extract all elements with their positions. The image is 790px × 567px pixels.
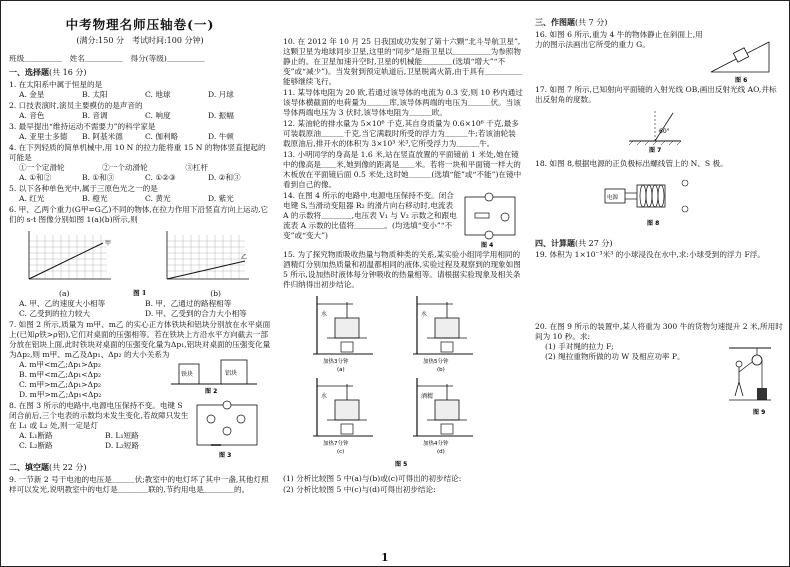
options: [9, 111, 271, 121]
options: [9, 194, 271, 204]
question-17: [535, 85, 783, 158]
subfigure-label: (a): [337, 367, 345, 374]
figure-caption: 图 1: [133, 288, 147, 297]
option: A. 音色: [19, 110, 45, 120]
pulley-figure-9: [725, 342, 775, 418]
question-8: [9, 401, 271, 459]
option: C. ①②③: [145, 172, 176, 182]
option: ③杠杆: [185, 162, 209, 172]
analysis-prompt-2: (2) 分析比较图 5 中(c)与(d)可得出初步结论:: [283, 485, 436, 495]
column-middle: [283, 5, 523, 496]
duration-label: 加热3分钟: [323, 359, 349, 366]
section-drawing-heading: [535, 17, 783, 29]
option: C. 响度: [145, 110, 171, 120]
options: [9, 90, 271, 100]
question-2: [9, 101, 271, 121]
apparatus-panel: [313, 378, 373, 455]
options: [9, 132, 271, 142]
column-left: [9, 5, 271, 494]
question-stem: 1. 在太阳系中属于恒星的是: [9, 79, 103, 89]
section-title: 一、选择题: [9, 67, 49, 78]
question-stem: 7. 如图 2 所示,质量为 m甲、m乙 的实心正方体铁块和铝块分别放在水平桌面上(已知ρ铁>ρ铝),它们对桌面的压强相等。若在铁块上方沿水平方向截去一部分放在铝块上面,此时铁块对桌面的压强变化量为Δp₁,铝块对桌面的压强变化量为Δp₂,则 m甲、m乙及Δp₁、Δp₂ 的大小关系为: [9, 319, 271, 359]
question-stem: 18. 如图 8,根据电源的正负极标出螺线管上的 N、S 极。: [535, 158, 728, 168]
options: [9, 360, 169, 400]
option: D. 牛顿: [208, 131, 234, 141]
st-graph-a: [23, 227, 119, 289]
option: C. m甲>m乙;Δp₁>Δp₂: [19, 379, 102, 389]
question-7: [9, 320, 271, 400]
figure-caption: 图 5: [395, 461, 408, 469]
question-part: (1) 手对绳的拉力 F;: [545, 342, 614, 352]
option: D. 月球: [208, 89, 234, 99]
option: D. ②和③: [208, 172, 241, 182]
section-title: 二、填空题: [9, 462, 49, 472]
subfigure-label: (b): [210, 288, 221, 298]
option: C. 黄光: [145, 193, 171, 203]
option: D. 甲、乙受到的合力大小相等: [145, 308, 247, 318]
page-title: 中考物理名师压轴卷(一): [65, 17, 215, 32]
solenoid-figure-8: [535, 169, 775, 231]
block-label: 铁块: [181, 370, 194, 378]
apparatus-panel: [413, 296, 473, 373]
question-stem: 3. 最早提出“维持运动不需要力”的科学家是: [9, 121, 156, 131]
section-points: (共 7 分): [575, 18, 608, 27]
question-part: (2) 绳拉重物所做的功 W 及相应功率 P。: [545, 352, 685, 362]
figure-caption: 图 4: [481, 242, 494, 250]
option: C. 伽利略: [145, 131, 179, 141]
option: C. 地球: [145, 89, 171, 99]
q7-body: [9, 360, 271, 400]
question-6: [9, 205, 271, 319]
figure-caption: 图 9: [753, 409, 766, 417]
circuit-figure-4: [459, 191, 521, 249]
question-18: [535, 159, 783, 234]
apparatus-panel: [413, 378, 473, 455]
options: [9, 299, 271, 319]
question-16: [535, 30, 783, 84]
question-14: [283, 191, 523, 249]
heating-experiment-figure: [283, 290, 523, 470]
option: C. L₂断路: [19, 441, 53, 451]
question-1: [9, 80, 271, 100]
question-stem: 5. 以下各种单色光中,属于三原色光之一的是: [9, 183, 158, 193]
option: A. ①和②: [19, 172, 52, 182]
options: [9, 173, 271, 183]
analysis-prompt-1: (1) 分析比较图 5 中(a)与(b)或(c)可得出的初步结论:: [283, 474, 462, 484]
duration-label: 加热5分钟: [423, 359, 449, 366]
figure-caption: 图 7: [649, 146, 662, 154]
question-15: [283, 250, 523, 495]
section-fill-heading: [9, 462, 271, 474]
block-figure: [169, 360, 259, 394]
subfigure-label: (b): [437, 367, 445, 374]
incline-figure-6: [705, 30, 775, 84]
st-graph-b: [161, 227, 257, 289]
mirror-figure-7: [535, 105, 775, 155]
option: A. 亚里士多德: [19, 131, 68, 141]
section-title: 三、作图题: [535, 17, 575, 27]
option: B. m甲<m乙;Δp₁<Δp₂: [19, 369, 102, 379]
option: B. 阿基米德: [82, 131, 123, 141]
subfigure-label: (d): [437, 449, 445, 456]
option: A. 红光: [19, 193, 45, 203]
figure-caption: 图 2: [205, 387, 218, 395]
option: A. L₁断路: [19, 431, 53, 441]
option: D. m甲>m乙;Δp₁<Δp₂: [19, 389, 102, 399]
question-5: [9, 184, 271, 204]
question-stem: 6. 甲、乙两个重力(G甲=G乙)不同的物体,在拉力作用下沿竖直方向上运动,它们的 s-t 图像分别如图 1(a)(b)所示,则: [9, 204, 269, 224]
figure-caption: 图 6: [735, 76, 748, 84]
question-stem: 2. 口技表演时,演员主要模仿的是声音的: [9, 100, 143, 110]
options: [9, 431, 191, 451]
subfigure-label: (c): [337, 449, 345, 456]
option: B. 太阳: [82, 89, 108, 99]
option: B. 音调: [82, 110, 108, 120]
question-stem: 20. 在图 9 所示的装置中,某人将重为 300 牛的货物匀速提升 2 米,所用时间为 10 秒。求:: [535, 322, 783, 342]
q20-body: [535, 342, 783, 418]
option: B. ①和③: [82, 172, 115, 182]
question-stem: 16. 如图 6 所示,重为 4 牛的物体静止在斜面上,用力的图示法画出它所受的重力 G。: [535, 29, 703, 49]
question-stem: 4. 在下列轻质的简单机械中,用 10 N 的拉力能将重 15 N 的物体竖直提起的可能是: [9, 142, 266, 162]
figure-caption: 图 8: [647, 219, 660, 227]
question-3: [9, 122, 271, 142]
section-points: (共 16 分): [49, 68, 87, 78]
section-choice-heading: [9, 67, 271, 79]
option: C. 乙受到的拉力较大: [19, 308, 91, 318]
section-title: 四、计算题: [535, 237, 575, 248]
question-12: 12. 某油轮的排水量为 5×10⁶ 千克,其自身质量为 0.6×10⁶ 千克,最多可装载原油＿＿＿千克,当它满载时所受的浮力为＿＿＿牛;若该油轮装载原油后,排开水的体积为 3×10³ 米³,它所受浮力为＿＿＿牛。: [283, 119, 519, 149]
liquid-label: 水: [321, 393, 328, 401]
question-4: [9, 143, 271, 183]
section-points: (共 27 分): [575, 238, 613, 248]
section-calc-heading: [535, 238, 783, 250]
duration-label: 加热7分钟: [323, 441, 349, 448]
series-label: 乙: [241, 253, 248, 261]
angle-label: 60°: [659, 127, 670, 135]
page-number: 1: [381, 551, 389, 564]
option: D. 振幅: [208, 110, 234, 120]
block-label: 铝块: [225, 369, 238, 377]
option: B. 橙光: [82, 193, 108, 203]
power-source-label: 电源: [607, 194, 619, 201]
figure-1-captions: [9, 289, 271, 299]
subfigure-label: (a): [59, 288, 70, 298]
figure-caption: 图 3: [219, 452, 232, 459]
liquid-label: 水: [421, 311, 428, 319]
question-stem: 17. 如图 7 所示,已知射向平面镜的入射光线 OB,画出反射光线 AO,并标出反射角的度数。: [535, 84, 777, 104]
option: B. L₁短路: [105, 431, 139, 441]
option: ②一个动滑轮: [102, 162, 148, 172]
option: D. 紫光: [208, 193, 234, 203]
question-19: 19. 体积为 1×10⁻³米³ 的小球浸没在水中,求:小球受到的浮力 F浮。: [535, 250, 765, 260]
question-13: 13. 小明同学的身高是 1.6 米,站在竖直放置的平面镜前 1 米处,她在镜中的像高是＿＿米,她到像的距离是＿＿米。若将一块和平面镜一样大的木板放在平面镜后面 0.5 米处,这时她＿＿＿(选填“能”或“不能”)在镜中看到自己的像。: [283, 150, 522, 190]
option: A. 甲、乙的速度大小相等: [19, 298, 106, 308]
figure-1-row: [9, 225, 271, 289]
question-stem: 15. 为了探究物质吸收热量与物质种类的关系,某实验小组同学用相同的酒精灯分别加热质量和初温都相同的液体,实验过程及观察到的现象如图 5 所示,设加热时液体每分钟吸收的热量相等。请根据实验现象及相关条件归纳得出初步结论。: [283, 250, 521, 290]
options: [9, 163, 271, 173]
column-right: [535, 5, 783, 419]
duration-label: 加热4分钟: [423, 441, 449, 448]
option: A. m甲<m乙;Δp₁>Δp₂: [19, 359, 101, 369]
circuit-figure-3: [191, 401, 263, 459]
liquid-label: 水: [321, 311, 328, 319]
option: ①一个定滑轮: [19, 162, 65, 172]
option: D. L₂短路: [105, 441, 139, 451]
series-label: 甲: [105, 239, 112, 247]
question-stem: 14. 在图 4 所示的电路中,电源电压保持不变。闭合电键 S,当滑动变阻器 R₂ 的滑片向右移动时,电流表 A 的示数将＿＿＿＿,电压表 V₁ 与 V₂ 示数之和跟电流表 A 示数的比值将＿＿＿＿。(均选填“变小”“不变”或“变大”): [283, 191, 457, 241]
option: B. 甲、乙通过的路程相等: [145, 298, 232, 308]
question-9: 9. 一节新 2 号干电池的电压是＿＿＿伏;教室中的电灯坏了其中一盏,其他灯照样可以发光,说明教室中的电灯是＿＿＿＿联的,节约用电是＿＿＿＿的。: [9, 474, 269, 494]
question-stem: 8. 在图 3 所示的电路中,电源电压保持不变。电键 S 闭合前后,三个电表的示数均未发生变化,若故障只发生在 L₁ 或 L₂ 处,则一定是灯: [9, 401, 189, 431]
option: A. 金星: [19, 89, 45, 99]
q20-parts: [535, 342, 725, 418]
liquid-label: 酒精: [421, 393, 434, 401]
apparatus-panel: [313, 296, 373, 373]
student-info-line: 班级＿＿＿＿＿ 姓名＿＿＿＿＿ 得分(等级)＿＿＿＿＿: [9, 54, 205, 64]
question-10: 10. 在 2012 年 10 月 25 日我国成功发射了第十六颗“北斗导航卫星”,这颗卫星为地球同步卫星,这里的“同步”是指卫星以＿＿＿＿＿为参照物静止的。在卫星加速升空时,卫星的机械能＿＿＿＿(选填“增大”“不变”或“减少”)。当发射到预定轨道后,卫星脱离火箭,由于具有＿＿＿＿＿能够继续飞行。: [283, 37, 523, 87]
section-points: (共 22 分): [49, 463, 87, 472]
q8-text: [9, 401, 191, 459]
q8-body: [9, 401, 271, 459]
question-11: 11. 某导体电阻为 20 欧,若通过该导体的电流为 0.3 安,则 10 秒内通过该导体横截面的电荷量为＿＿＿库,该导体两端的电压为＿＿＿伏。当该导体两端电压为 3 伏时,该导体电阻为＿＿＿欧。: [283, 88, 523, 118]
page-subtitle: (满分:150 分 考试时间:100 分钟): [76, 35, 204, 45]
question-20: [535, 322, 783, 418]
